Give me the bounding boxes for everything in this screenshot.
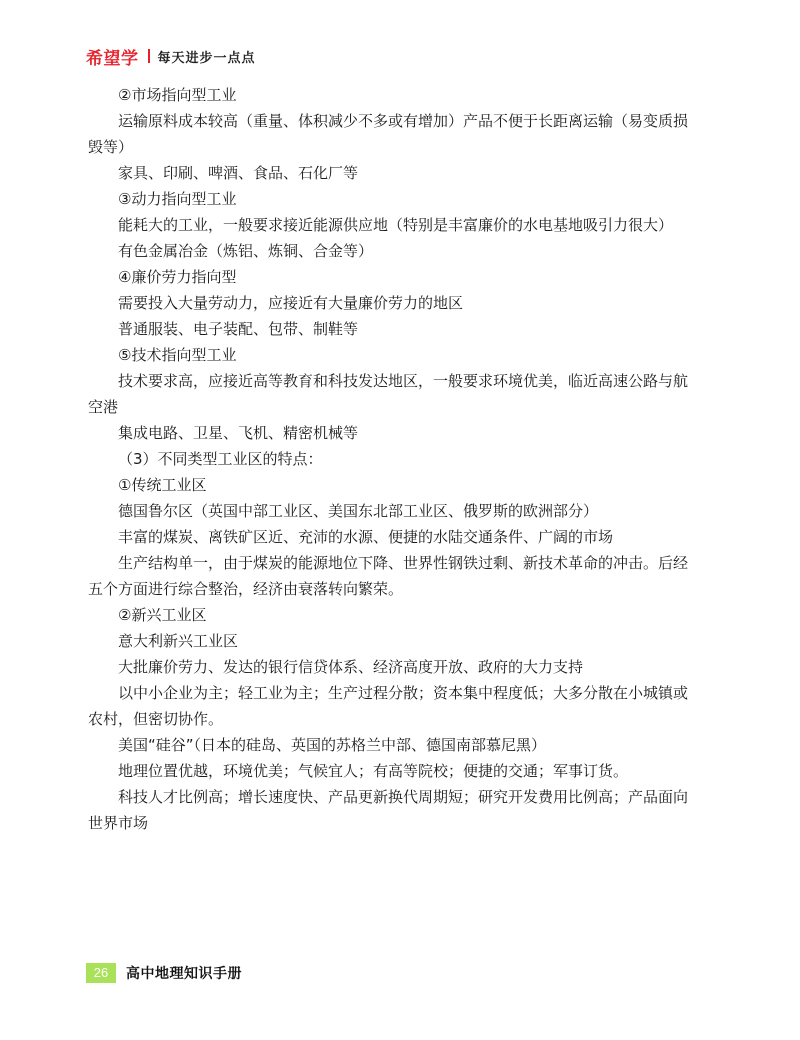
text-line: 农村，但密切协作。	[88, 710, 224, 728]
text-line: 需要投入大量劳动力，应接近有大量廉价劳力的地区	[118, 294, 464, 312]
text-line: 普通服装、电子装配、包带、制鞋等	[118, 320, 359, 338]
text-line: 家具、印刷、啤酒、食品、石化厂等	[118, 164, 359, 182]
text-line: 毁等）	[88, 138, 134, 156]
text-line: 以中小企业为主；轻工业为主；生产过程分散；资本集中程度低；大多分散在小城镇或	[118, 684, 689, 702]
book-title: 高中地理知识手册	[126, 966, 242, 982]
page-header	[86, 44, 256, 68]
text-line: 德国鲁尔区（英国中部工业区、美国东北部工业区、俄罗斯的欧洲部分）	[118, 502, 599, 520]
header-divider	[148, 49, 150, 63]
text-line: 丰富的煤炭、离铁矿区近、充沛的水源、便捷的水陆交通条件、广阔的市场	[118, 528, 614, 546]
text-line: 技术要求高，应接近高等教育和科技发达地区，一般要求环境优美，临近高速公路与航	[118, 372, 689, 390]
text-line: 运输原料成本较高（重量、体积减少不多或有增加）产品不便于长距离运输（易变质损	[118, 112, 689, 130]
text-line: 地理位置优越，环境优美；气候宜人；有高等院校；便捷的交通；军事订货。	[118, 762, 629, 780]
text-line: 科技人才比例高；增长速度快、产品更新换代周期短；研究开发费用比例高；产品面向	[118, 788, 689, 806]
text-line: ④廉价劳力指向型	[118, 268, 237, 286]
text-line: 五个方面进行综合整治，经济由衰落转向繁荣。	[88, 580, 404, 598]
text-line: 能耗大的工业，一般要求接近能源供应地（特别是丰富廉价的水电基地吸引力很大）	[118, 216, 674, 234]
text-line: 有色金属冶金（炼铝、炼铜、合金等）	[118, 242, 374, 260]
text-line: 世界市场	[88, 814, 149, 832]
text-line: 生产结构单一，由于煤炭的能源地位下降、世界性钢铁过剩、新技术革命的冲击。后经	[118, 554, 689, 572]
brand-logo: 希望学	[86, 48, 139, 69]
header-slogan: 每天进步一点点	[157, 50, 256, 66]
text-line: 意大利新兴工业区	[118, 632, 239, 650]
page-footer	[86, 962, 242, 984]
text-line: ②新兴工业区	[118, 606, 207, 624]
text-line: ②市场指向型工业	[118, 86, 237, 104]
text-line: ①传统工业区	[118, 476, 207, 494]
text-line: （3）不同类型工业区的特点：	[118, 450, 323, 468]
text-line: ③动力指向型工业	[118, 190, 237, 208]
text-line: 大批廉价劳力、发达的银行信贷体系、经济高度开放、政府的大力支持	[118, 658, 584, 676]
text-line: 美国“硅谷”（日本的硅岛、英国的苏格兰中部、德国南部慕尼黑）	[118, 736, 547, 754]
text-line: ⑤技术指向型工业	[118, 346, 237, 364]
page-number-badge: 26	[86, 963, 116, 983]
document-body	[88, 82, 728, 836]
text-line: 空港	[88, 398, 119, 416]
text-line: 集成电路、卫星、飞机、精密机械等	[118, 424, 359, 442]
